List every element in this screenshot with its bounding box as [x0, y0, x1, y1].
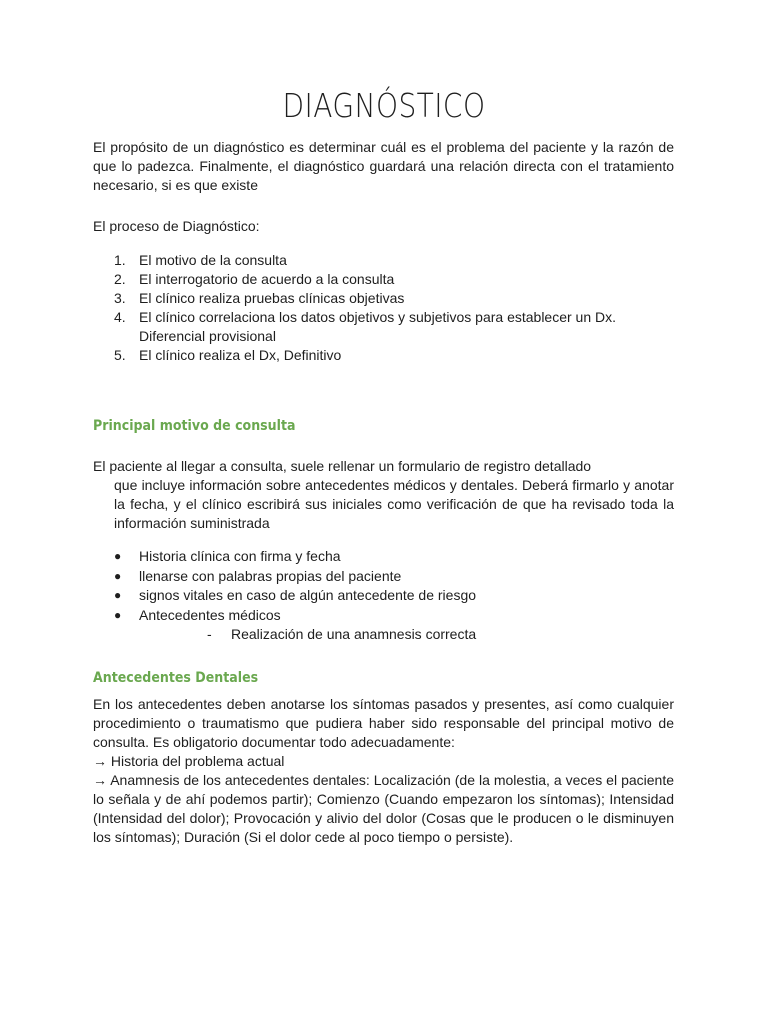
- list-item-text: signos vitales en caso de algún antecedente de riesgo: [139, 587, 477, 603]
- process-label: El proceso de Diagnóstico:: [93, 218, 260, 234]
- dentales-arrow-line-1: → Historia del problema actual: [93, 753, 285, 769]
- paragraph-continuation: que incluye información sobre antecedentes médicos y dentales. Deberá firmarlo y anotar la fecha, y el clínico escribirá sus iniciales como verificación de que ha revisado toda la información suministrada: [114, 477, 674, 531]
- bullet-icon: ●: [114, 607, 122, 622]
- dentales-paragraph: [93, 695, 674, 847]
- section-heading-dentales: Antecedentes Dentales: [93, 670, 259, 686]
- list-item: [93, 547, 674, 567]
- dash-marker: -: [207, 626, 212, 642]
- paciente-paragraph: [93, 457, 674, 533]
- list-item-text: El clínico correlaciona los datos objetivos y subjetivos para establecer un Dx. Diferencial provisional: [139, 309, 617, 344]
- sub-list-item: [93, 625, 674, 645]
- list-number: 2.: [114, 271, 126, 287]
- list-item: [93, 289, 674, 308]
- list-item-text: El clínico realiza el Dx, Definitivo: [139, 347, 342, 363]
- list-item: [93, 346, 674, 365]
- list-item: [93, 586, 674, 606]
- bullet-icon: ●: [114, 568, 122, 583]
- section-heading-motivo: Principal motivo de consulta: [93, 418, 296, 434]
- list-item-text: Antecedentes médicos: [139, 606, 281, 623]
- list-number: 5.: [114, 347, 126, 363]
- list-number: 3.: [114, 290, 126, 306]
- list-item-text: llenarse con palabras propias del paciente: [139, 567, 402, 584]
- bullet-icon: ●: [114, 549, 122, 563]
- list-number: 1.: [114, 252, 126, 268]
- bullet-icon: ●: [114, 588, 122, 602]
- list-number: 4.: [114, 309, 126, 325]
- page-title: DIAGNÓSTICO: [282, 86, 486, 125]
- dentales-intro: En los antecedentes deben anotarse los síntomas pasados y presentes, así como cualquier procedimiento o traumatismo que pudiera haber sido responsable del principal motivo de consulta. Es obligatorio documentar todo adecuadamente:: [93, 696, 674, 750]
- list-item: [93, 270, 674, 289]
- dentales-arrow-line-2: → Anamnesis de los antecedentes dentales: Localización (de la molestia, a veces el paciente lo señala y de ahí podemos partir); Comienzo (Cuando empezaron los síntomas); Intensidad (Intensidad del dolor); Provocación y alivio del dolor (Cosas que le producen o le disminuyen los síntomas); Duración (Si el dolor cede al poco tiempo o persiste).: [93, 772, 674, 845]
- intro-paragraph: El propósito de un diagnóstico es determinar cuál es el problema del paciente y la razón de que lo padezca. Finalmente, el diagnóstico guardará una relación directa con el tratamiento necesario, si es que existe: [93, 139, 674, 193]
- list-item: [93, 251, 674, 270]
- bullet-list: [93, 547, 674, 645]
- list-item: [93, 308, 674, 346]
- list-item-text: El interrogatorio de acuerdo a la consulta: [139, 271, 395, 287]
- paragraph-first-line: El paciente al llegar a consulta, suele rellenar un formulario de registro detallado: [93, 458, 592, 474]
- process-steps-list: [93, 251, 674, 365]
- list-item: [93, 606, 674, 626]
- list-item-text: Historia clínica con firma y fecha: [139, 548, 341, 564]
- list-item-text: Realización de una anamnesis correcta: [231, 626, 477, 642]
- list-item: [93, 567, 674, 587]
- list-item-text: El clínico realiza pruebas clínicas objetivas: [139, 290, 405, 306]
- list-item-text: El motivo de la consulta: [139, 252, 287, 268]
